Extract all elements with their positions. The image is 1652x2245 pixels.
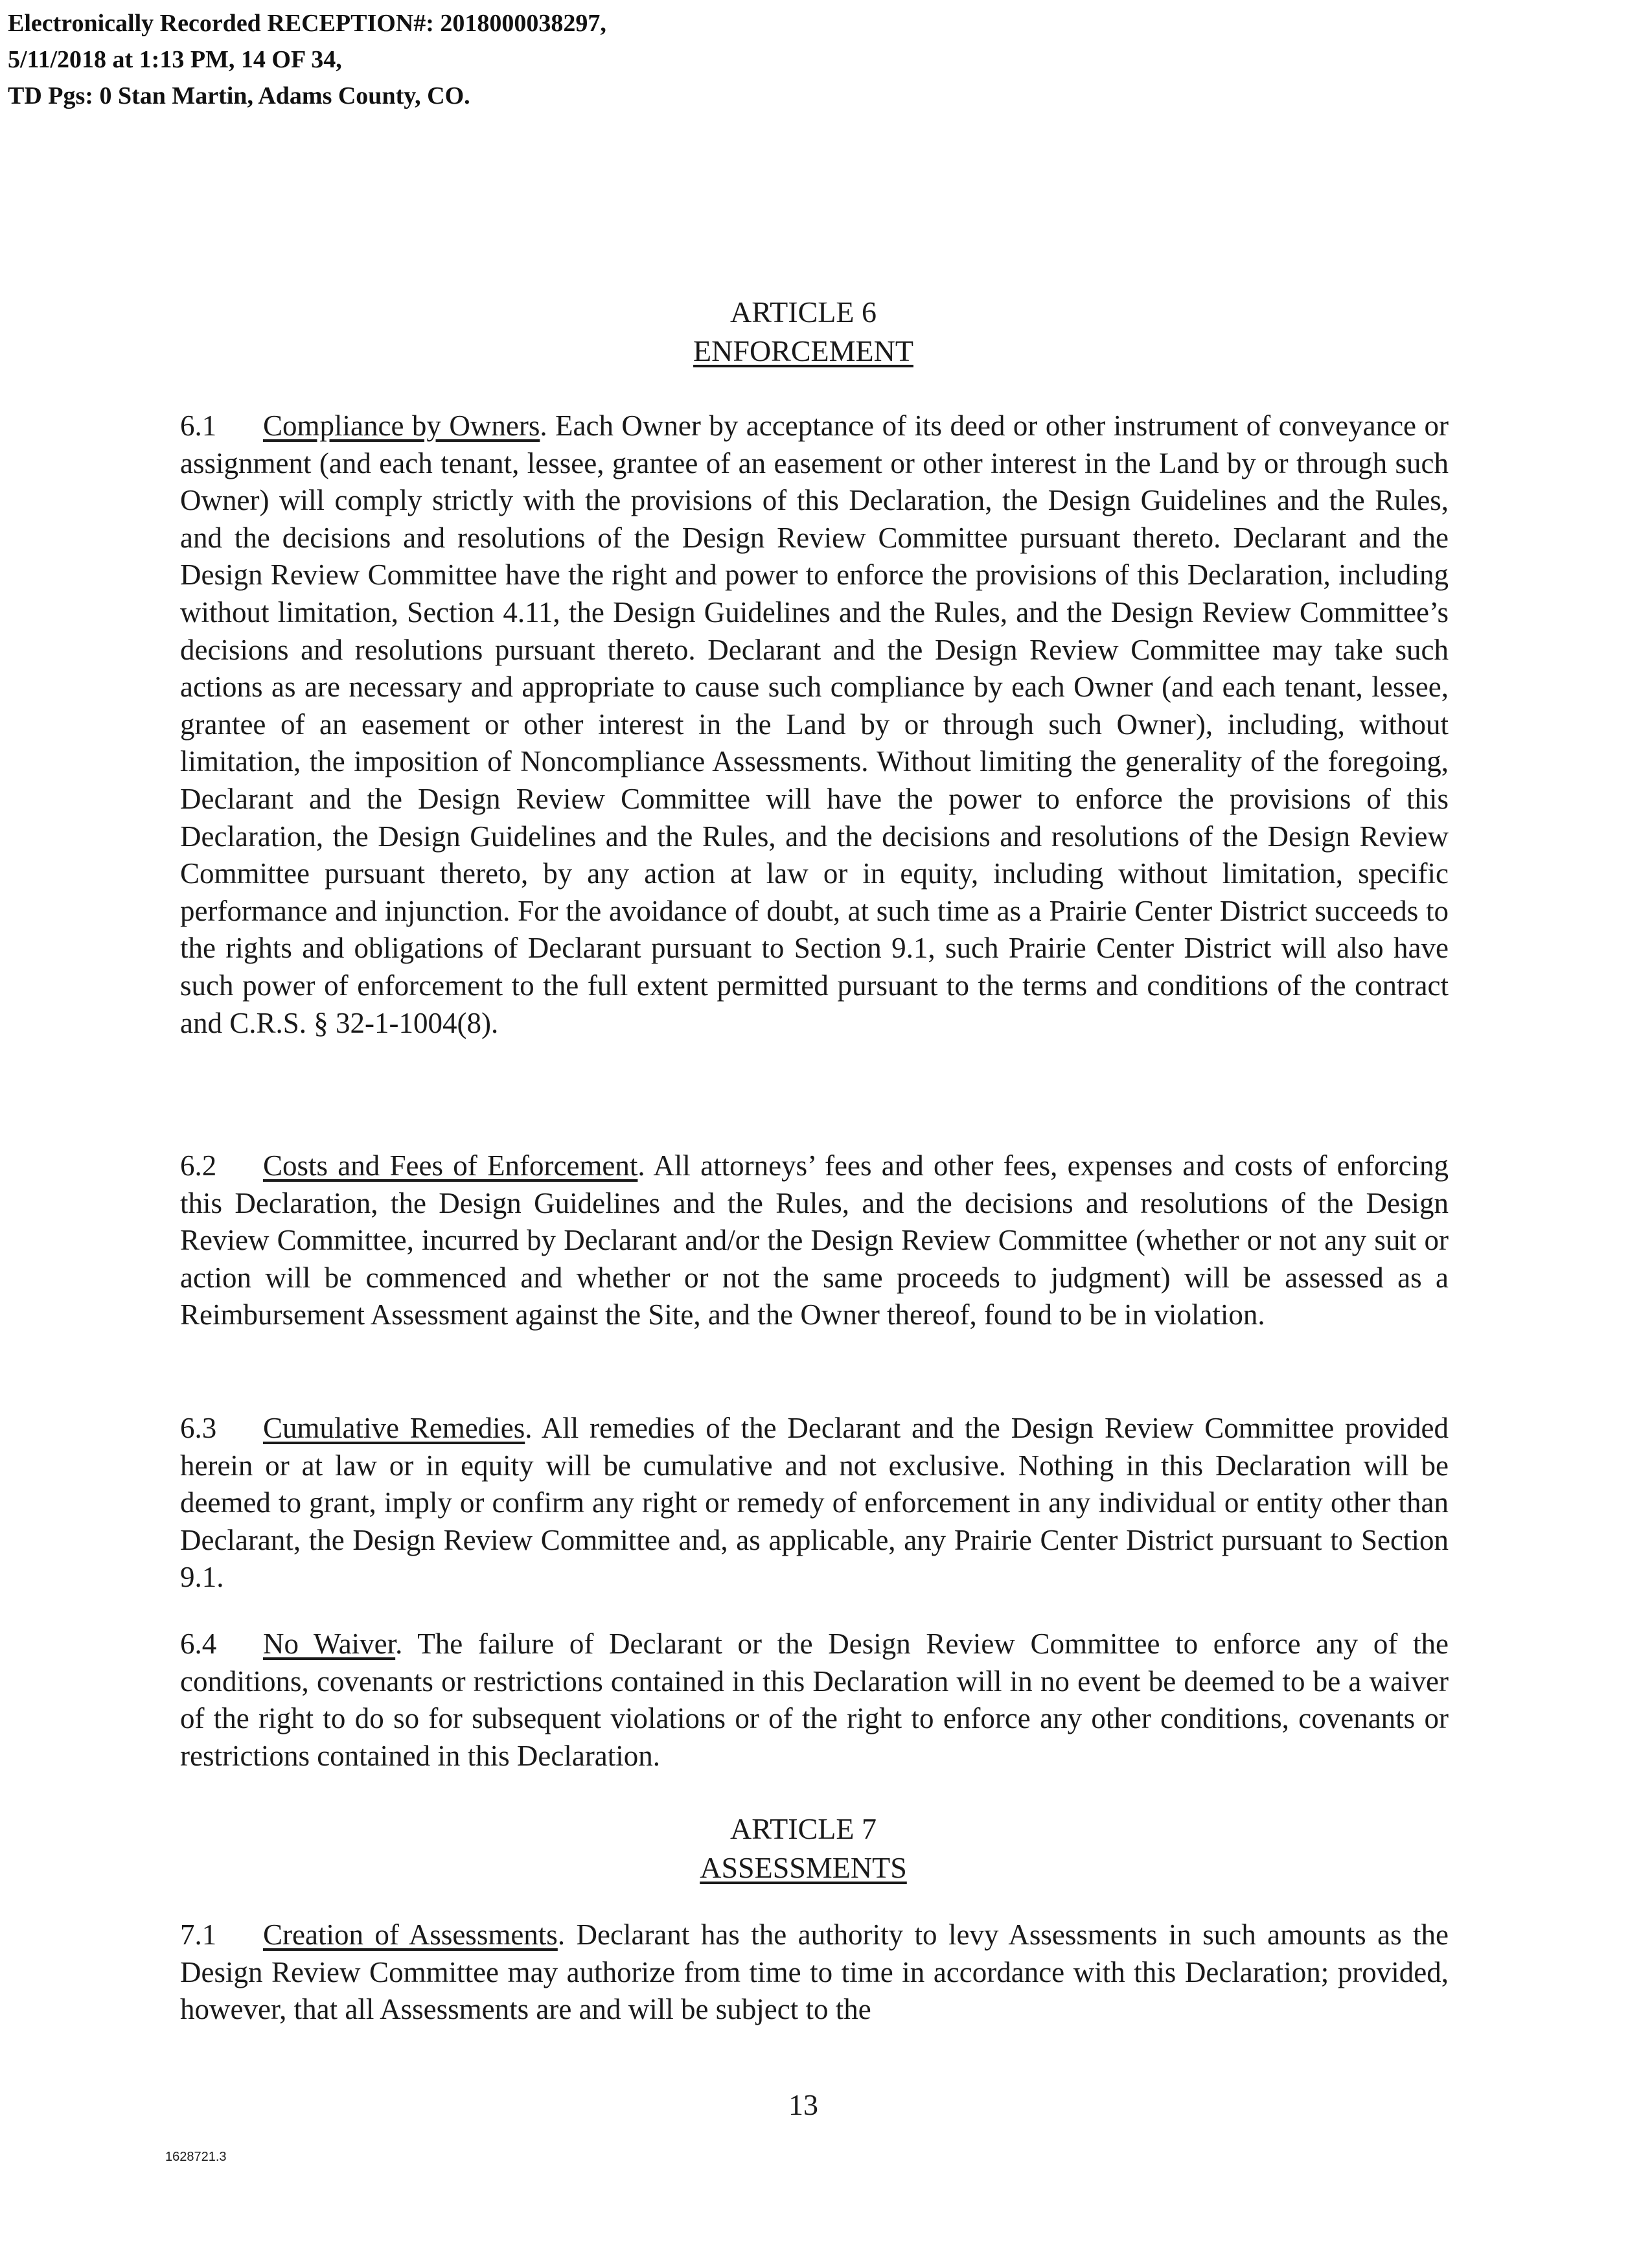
section-body: . Declarant has the authority to levy Assessments in such amounts as the Design Review Committee may authorize from time to time in accordance with this Declaration; provided, however, that all Assessments are and will be subject to the [180,1918,1449,2026]
section-6-3 [180,1410,1449,1596]
section-number: 6.1 [180,409,217,442]
document-id: 1628721.3 [165,2150,227,2164]
section-7-1 [180,1917,1449,2029]
recording-stamp [8,5,606,114]
section-number: 7.1 [180,1918,217,1951]
article-7-heading [0,1810,1607,1887]
section-body: . The failure of Declarant or the Design Review Committee to enforce any of the conditions, covenants or restrictions contained in this Declaration will in no event be deemed to be a waiver of the right to do so for subsequent violations or of the right to enforce any other conditions, covenants or restrictions contained in this Declaration. [180,1628,1449,1772]
section-body: . Each Owner by acceptance of its deed or other instrument of conveyance or assignment (and each tenant, lessee, grantee of an easement or other interest in the Land by or through such Owner) will comply strictly with the provisions of this Declaration, the Design Guidelines and the Rules, and the decisions and resolutions of the Design Review Committee pursuant thereto. Declarant and the Design Review Committee have the right and power to enforce the provisions of this Declaration, including without limitation, Section 4.11, the Design Guidelines and the Rules, and the Design Review Committee’s decisions and resolutions pursuant thereto. Declarant and the Design Review Committee may take such actions as are necessary and appropriate to cause such compliance by each Owner (and each tenant, lessee, grantee of an easement or other interest in the Land by or through such Owner), including, without limitation, the imposition of Noncompliance Assessments. Without limiting the generality of the foregoing, Declarant and the Design Review Committee will have the power to enforce the provisions of this Declaration, the Design Guidelines and the Rules, and the decisions and resolutions of the Design Review Committee pursuant thereto, by any action at law or in equity, including without limitation, specific performance and injunction. For the avoidance of doubt, at such time as a Prairie Center District succeeds to the rights and obligations of Declarant pursuant to Section 9.1, such Prairie Center District will also have such power of enforcement to the full extent permitted pursuant to the terms and conditions of the contract and C.R.S. § 32-1-1004(8). [180,409,1449,1039]
section-title: Creation of Assessments [263,1918,558,1951]
section-number: 6.2 [180,1149,217,1182]
section-body: . All remedies of the Declarant and the Design Review Committee provided herein or at law or in equity will be cumulative and not exclusive. Nothing in this Declaration will be deemed to grant, imply or confirm any right or remedy of enforcement in any individual or entity other than Declarant, the Design Review Committee and, as applicable, any Prairie Center District pursuant to Section 9.1. [180,1412,1449,1594]
page-number: 13 [788,2088,818,2121]
article-6-label: ARTICLE 6 [730,295,877,328]
article-6-title: ENFORCEMENT [693,334,913,367]
section-6-4 [180,1626,1449,1775]
section-6-1 [180,408,1449,1042]
article-6-heading [0,293,1607,371]
section-number: 6.4 [180,1628,217,1660]
recording-stamp-line-3: TD Pgs: 0 Stan Martin, Adams County, CO. [8,82,470,109]
section-6-2 [180,1147,1449,1334]
article-7-label: ARTICLE 7 [730,1812,877,1845]
section-title: No Waiver [263,1628,396,1660]
section-number: 6.3 [180,1412,217,1444]
recording-stamp-line-1: Electronically Recorded RECEPTION#: 2018000038297, [8,10,606,37]
article-7-title: ASSESSMENTS [700,1851,907,1884]
section-title: Compliance by Owners [263,409,540,442]
section-title: Costs and Fees of Enforcement [263,1149,638,1182]
section-body: . All attorneys’ fees and other fees, expenses and costs of enforcing this Declaration, the Design Guidelines and the Rules, and the decisions and resolutions of the Design Review Committee, incurred by Declarant and/or the Design Review Committee (whether or not any suit or action will be commenced and whether or not the same proceeds to judgment) will be assessed as a Reimbursement Assessment against the Site, and the Owner thereof, found to be in violation. [180,1149,1449,1331]
recording-stamp-line-2: 5/11/2018 at 1:13 PM, 14 OF 34, [8,46,342,73]
section-title: Cumulative Remedies [263,1412,525,1444]
